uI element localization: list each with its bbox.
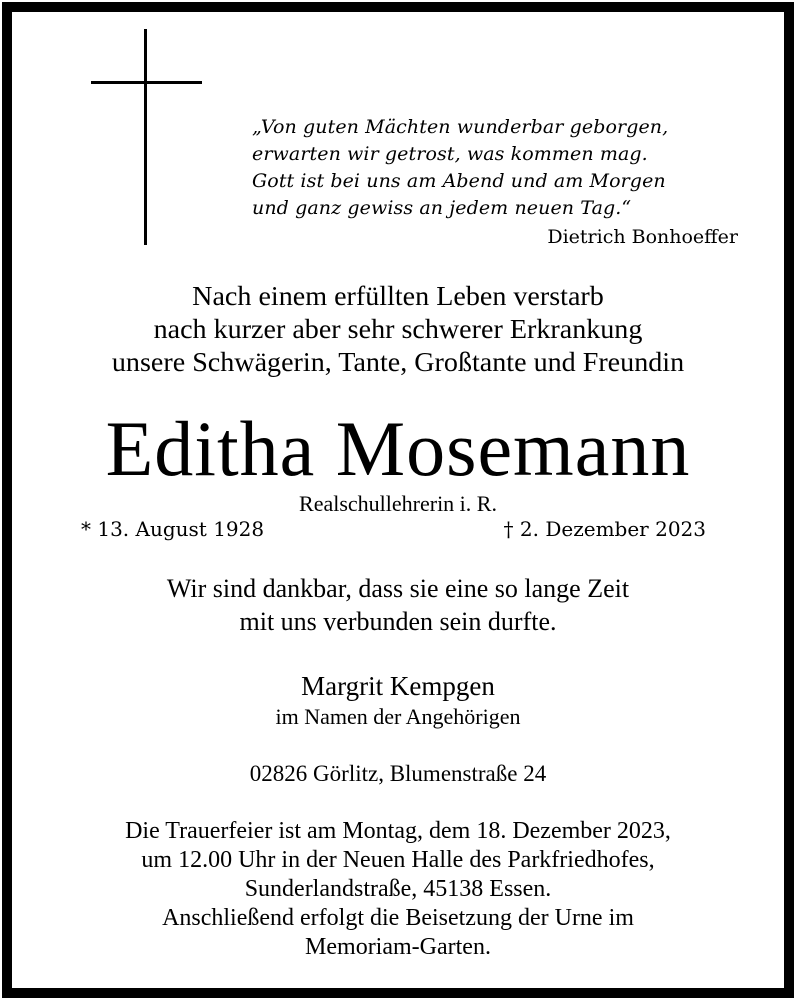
intro-line: Nach einem erfüllten Leben verstarb [192, 281, 604, 311]
service-line: um 12.00 Uhr in der Neuen Halle des Parkfriedhofes, [141, 847, 655, 873]
cross-horizontal-bar [91, 81, 202, 84]
signer-name: Margrit Kempgen [301, 671, 495, 701]
service-line: Die Trauerfeier ist am Montag, dem 18. Dezember 2023, [125, 818, 671, 844]
quote-author: Dietrich Bonhoeffer [547, 226, 738, 248]
intro-line: nach kurzer aber sehr schwerer Erkrankung [153, 314, 643, 344]
intro-line: unsere Schwägerin, Tante, Großtante und Freundin [111, 347, 685, 377]
birth-date: * 13. August 1928 [81, 517, 265, 541]
intro-text [0, 280, 795, 379]
life-dates [12, 514, 784, 544]
funeral-service-info [12, 817, 784, 962]
deceased-profession: Realschullehrerin i. R. [299, 491, 497, 516]
deceased-name: Editha Mosemann [105, 405, 691, 492]
gratitude-line: mit uns verbunden sein durfte. [239, 607, 557, 636]
cross-vertical-bar [144, 29, 147, 245]
bonhoeffer-quote [252, 114, 782, 222]
gratitude-line: Wir sind dankbar, dass sie eine so lange Zeit [166, 574, 630, 603]
service-line: Anschließend erfolgt die Beisetzung der Urne im [162, 905, 634, 931]
signer-subtitle: im Namen der Angehörigen [275, 704, 521, 729]
quote-line: „Von guten Mächten wunderbar geborgen, [252, 116, 669, 138]
service-line: Sunderlandstraße, 45138 Essen. [244, 876, 552, 902]
gratitude-text [12, 572, 784, 638]
quote-line: und ganz gewiss an jedem neuen Tag.“ [252, 197, 632, 219]
death-date: † 2. Dezember 2023 [503, 517, 706, 541]
quote-line: erwarten wir getrost, was kommen mag. [252, 143, 648, 165]
quote-line: Gott ist bei uns am Abend und am Morgen [252, 170, 666, 192]
signer-address: 02826 Görlitz, Blumenstraße 24 [249, 761, 547, 786]
service-line: Memoriam-Garten. [305, 934, 491, 960]
